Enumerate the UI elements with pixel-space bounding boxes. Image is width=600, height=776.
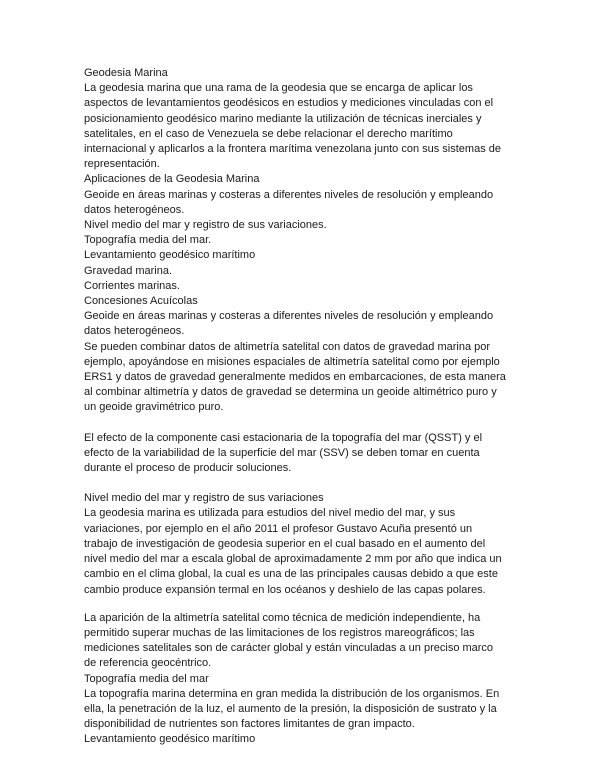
text-block-intro: [84, 66, 524, 416]
text-line: Geoide en áreas marinas y costeras a diferentes niveles de resolución y empleando: [84, 188, 494, 201]
text-block-nivel-medio: [84, 491, 524, 597]
text-line: Nivel medio del mar y registro de sus variaciones.: [84, 219, 327, 232]
text-block-qsst: [84, 431, 524, 477]
text-line: al combinar altimetría y datos de gravedad se determina un geoide altimétrico puro y: [84, 386, 497, 399]
text-line: disponibilidad de nutrientes son factores limitantes de gran impacto.: [84, 718, 415, 731]
text-line: de referencia geocéntrico.: [84, 657, 212, 670]
text-line: aspectos de levantamientos geodésicos en estudios y mediciones vinculadas con el: [84, 97, 494, 110]
text-line: representación.: [84, 158, 160, 171]
text-line: El efecto de la componente casi estacionaria de la topografía del mar (QSST) y el: [84, 431, 483, 444]
heading-aplicaciones: Aplicaciones de la Geodesia Marina: [84, 173, 260, 186]
text-line: permitido superar muchas de las limitaciones de los registros mareográficos; las: [84, 626, 475, 639]
text-line: datos heterogéneos.: [84, 325, 185, 338]
text-line: un geoide gravimétrico puro.: [84, 401, 224, 414]
text-line: nivel medio del mar a escala global de aproximadamente 2 mm por año que indica un: [84, 553, 502, 566]
text-line: ella, la penetración de la luz, el aumento de la presión, la disposición de sustrato y la: [84, 702, 497, 715]
text-line: ERS1 y datos de gravedad generalmente medidos en embarcaciones, de esta manera: [84, 371, 506, 384]
heading-topografia: Topografía media del mar: [84, 672, 209, 685]
text-line: La topografía marina determina en gran medida la distribución de los organismos. En: [84, 687, 500, 700]
text-line: efecto de la variabilidad de la superficie del mar (SSV) se deben tomar en cuenta: [84, 446, 480, 459]
text-block-altimetria: [84, 611, 524, 748]
document-page: [84, 66, 524, 748]
text-line: La aparición de la altimetría satelital como técnica de medición independiente, ha: [84, 611, 481, 624]
text-line: Se pueden combinar datos de altimetría satelital con datos de gravedad marina por: [84, 340, 491, 353]
text-line: Topografía media del mar.: [84, 234, 212, 247]
text-line: Corrientes marinas.: [84, 279, 180, 292]
text-line: Geoide en áreas marinas y costeras a diferentes niveles de resolución y empleando: [84, 310, 494, 323]
text-line: Concesiones Acuícolas: [84, 295, 198, 308]
text-line: mediciones satelitales son de carácter global y están vinculadas a un preciso marco: [84, 642, 494, 655]
text-line: Gravedad marina.: [84, 264, 173, 277]
text-line: Levantamiento geodésico marítimo: [84, 249, 256, 262]
heading-levantamiento: Levantamiento geodésico marítimo: [84, 733, 256, 746]
text-line: variaciones, por ejemplo en el año 2011 el profesor Gustavo Acuña presentó un: [84, 522, 473, 535]
text-line: internacional y aplicarlos a la frontera marítima venezolana junto con sus sistemas de: [84, 143, 501, 156]
text-line: La geodesia marina es utilizada para estudios del nivel medio del mar, y sus: [84, 507, 456, 520]
text-line: cambio produce expansión termal en los océanos y deshielo de las capas polares.: [84, 583, 486, 596]
text-line: La geodesia marina que una rama de la geodesia que se encarga de aplicar los: [84, 82, 473, 95]
text-line: posicionamiento geodésico marino mediante la utilización de técnicas inerciales y: [84, 112, 482, 125]
text-line: durante el proceso de producir soluciones.: [84, 462, 292, 475]
heading-nivel-medio: Nivel medio del mar y registro de sus variaciones: [84, 492, 324, 505]
paragraph-spacer: [84, 476, 524, 491]
text-line: satelitales, en el caso de Venezuela se debe relacionar el derecho marítimo: [84, 127, 453, 140]
paragraph-spacer: [84, 416, 524, 431]
text-line: datos heterogéneos.: [84, 203, 185, 216]
text-line: ejemplo, apoyándose en misiones espaciales de altimetría satelital como por ejemplo: [84, 355, 500, 368]
heading-geodesia-marina: Geodesia Marina: [84, 67, 168, 79]
paragraph-spacer: [84, 598, 524, 611]
text-line: trabajo de investigación de geodesia superior en el cual basado en el aumento del: [84, 537, 486, 550]
text-line: cambio en el clima global, la cual es una de las principales causas debido a que este: [84, 568, 498, 581]
